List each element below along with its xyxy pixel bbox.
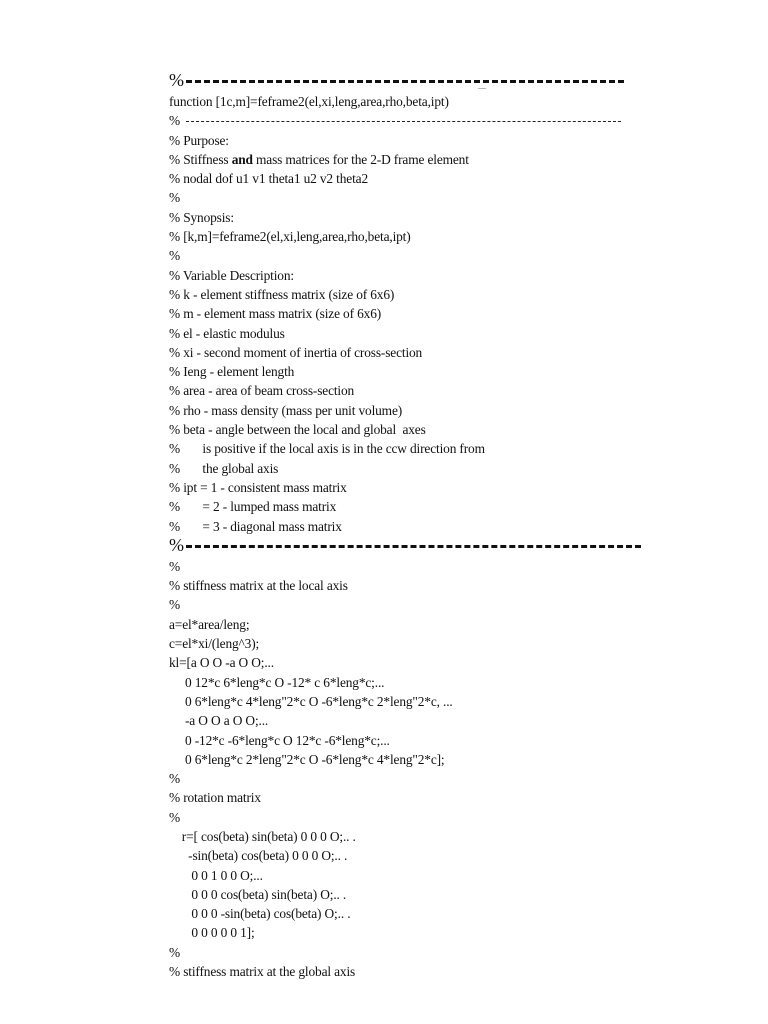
code-line (169, 517, 649, 536)
code-line (169, 769, 649, 788)
code-line (169, 557, 649, 576)
comment-percent-sign: % (169, 534, 183, 555)
code-line-text: % (169, 809, 181, 825)
code-line (169, 343, 649, 362)
code-line-text: % Purpose: (169, 132, 229, 148)
code-line-text: % nodal dof u1 v1 theta1 u2 v2 theta2 (169, 171, 368, 187)
code-line (169, 904, 649, 923)
code-line-text: % stiffness matrix at the global axis (169, 964, 356, 980)
code-line (169, 285, 649, 304)
code-line-text: c=el*xi/(leng^3); (169, 636, 260, 652)
code-line (169, 692, 649, 711)
code-line-text: 0 0 0 cos(beta) sin(beta) O;.. . (169, 886, 347, 902)
comment-percent-sign: % (169, 70, 183, 90)
code-line (169, 401, 649, 420)
code-line (169, 653, 649, 672)
code-line-text: % m - element mass matrix (size of 6x6) (169, 306, 382, 322)
code-line-text: mass matrices for the 2-D frame element (252, 151, 469, 167)
code-line-text: % the global axis (169, 460, 279, 476)
bold-keyword: and (231, 151, 253, 167)
code-line (169, 808, 649, 827)
code-line (169, 420, 649, 439)
code-line (169, 92, 649, 111)
code-line-text: % Variable Description: (169, 267, 294, 283)
code-line-text: 0 6*leng*c 2*leng"2*c O -6*leng*c 4*leng"2*c]; (169, 751, 445, 767)
code-line-text: % rotation matrix (169, 790, 261, 806)
comment-percent-sign: % (169, 113, 181, 129)
comment-separator-rule (169, 111, 649, 130)
code-line (169, 188, 649, 207)
code-line-text: % ipt = 1 - consistent mass matrix (169, 479, 347, 495)
code-line-text: kl=[a O O -a O O;... (169, 655, 274, 671)
code-line-text: % k - element stiffness matrix (size of 6x6) (169, 286, 395, 302)
code-line (169, 227, 649, 246)
code-line-text: a=el*area/leng; (169, 616, 250, 632)
code-line-text: r=[ cos(beta) sin(beta) 0 0 0 O;.. . (169, 828, 356, 844)
code-line (169, 439, 649, 458)
code-line-text: % (169, 597, 181, 613)
code-line (169, 846, 649, 865)
code-line-text: % xi - second moment of inertia of cross-section (169, 344, 423, 360)
code-line (169, 304, 649, 323)
code-line (169, 576, 649, 595)
code-line (169, 362, 649, 381)
code-line (169, 943, 649, 962)
code-line-text: % [k,m]=feframe2(el,xi,leng,area,rho,beta,ipt) (169, 229, 411, 245)
code-line (169, 615, 649, 634)
code-line (169, 750, 649, 769)
code-line-text: % beta - angle between the local and global axes (169, 422, 426, 438)
code-line (169, 866, 649, 885)
code-line-text: % (169, 771, 181, 787)
code-line-text: % Ieng - element length (169, 364, 295, 380)
code-line-text: % stiffness matrix at the local axis (169, 578, 348, 594)
code-line (169, 478, 649, 497)
code-line-text: function [1c,m]=feframe2(el,xi,leng,area,rho,beta,ipt) (169, 94, 449, 109)
code-line (169, 459, 649, 478)
dashed-rule (186, 80, 624, 86)
separator-note: .... (478, 82, 486, 91)
code-line (169, 634, 649, 653)
code-line-text: % (169, 190, 181, 206)
code-line (169, 266, 649, 285)
code-line-text: -sin(beta) cos(beta) 0 0 0 O;.. . (169, 848, 348, 864)
code-line (169, 208, 649, 227)
dashed-rule (186, 545, 641, 551)
code-line-text: % Stiffness (169, 151, 232, 167)
code-line-text: -a O O a O O;... (169, 713, 269, 729)
comment-separator-rule (169, 536, 649, 557)
code-line (169, 673, 649, 692)
code-line-text: % area - area of beam cross-section (169, 383, 355, 399)
code-line-text: % Synopsis: (169, 209, 234, 225)
code-line (169, 711, 649, 730)
dashed-rule (186, 121, 621, 123)
code-line (169, 923, 649, 942)
comment-separator-rule (169, 71, 649, 92)
code-line (169, 595, 649, 614)
code-line-text: 0 0 0 -sin(beta) cos(beta) O;.. . (169, 906, 351, 922)
code-line (169, 962, 649, 981)
matlab-code-listing (169, 71, 649, 981)
code-line-text: % = 3 - diagonal mass matrix (169, 518, 342, 534)
code-line (169, 827, 649, 846)
code-line (169, 150, 649, 169)
code-line (169, 381, 649, 400)
code-line (169, 131, 649, 150)
code-line (169, 497, 649, 516)
code-line (169, 169, 649, 188)
code-line-text: % (169, 944, 181, 960)
code-line-text: % = 2 - lumped mass matrix (169, 499, 337, 515)
code-line-text: 0 0 0 0 0 1]; (169, 925, 255, 941)
code-line (169, 246, 649, 265)
code-line (169, 788, 649, 807)
code-line-text: % (169, 558, 181, 574)
code-line (169, 885, 649, 904)
code-line-text: % el - elastic modulus (169, 325, 285, 341)
code-line-text: 0 0 1 0 0 O;... (169, 867, 263, 883)
code-line (169, 324, 649, 343)
code-line-text: % is positive if the local axis is in the ccw direction from (169, 441, 485, 457)
code-line-text: 0 -12*c -6*leng*c O 12*c -6*leng*c;... (169, 732, 390, 748)
code-line-text: 0 6*leng*c 4*leng"2*c O -6*leng*c 2*leng"2*c, ... (169, 693, 453, 709)
code-line (169, 731, 649, 750)
code-line-text: % (169, 248, 181, 264)
code-line-text: % rho - mass density (mass per unit volume) (169, 402, 403, 418)
code-line-text: 0 12*c 6*leng*c O -12* c 6*leng*c;... (169, 674, 385, 690)
